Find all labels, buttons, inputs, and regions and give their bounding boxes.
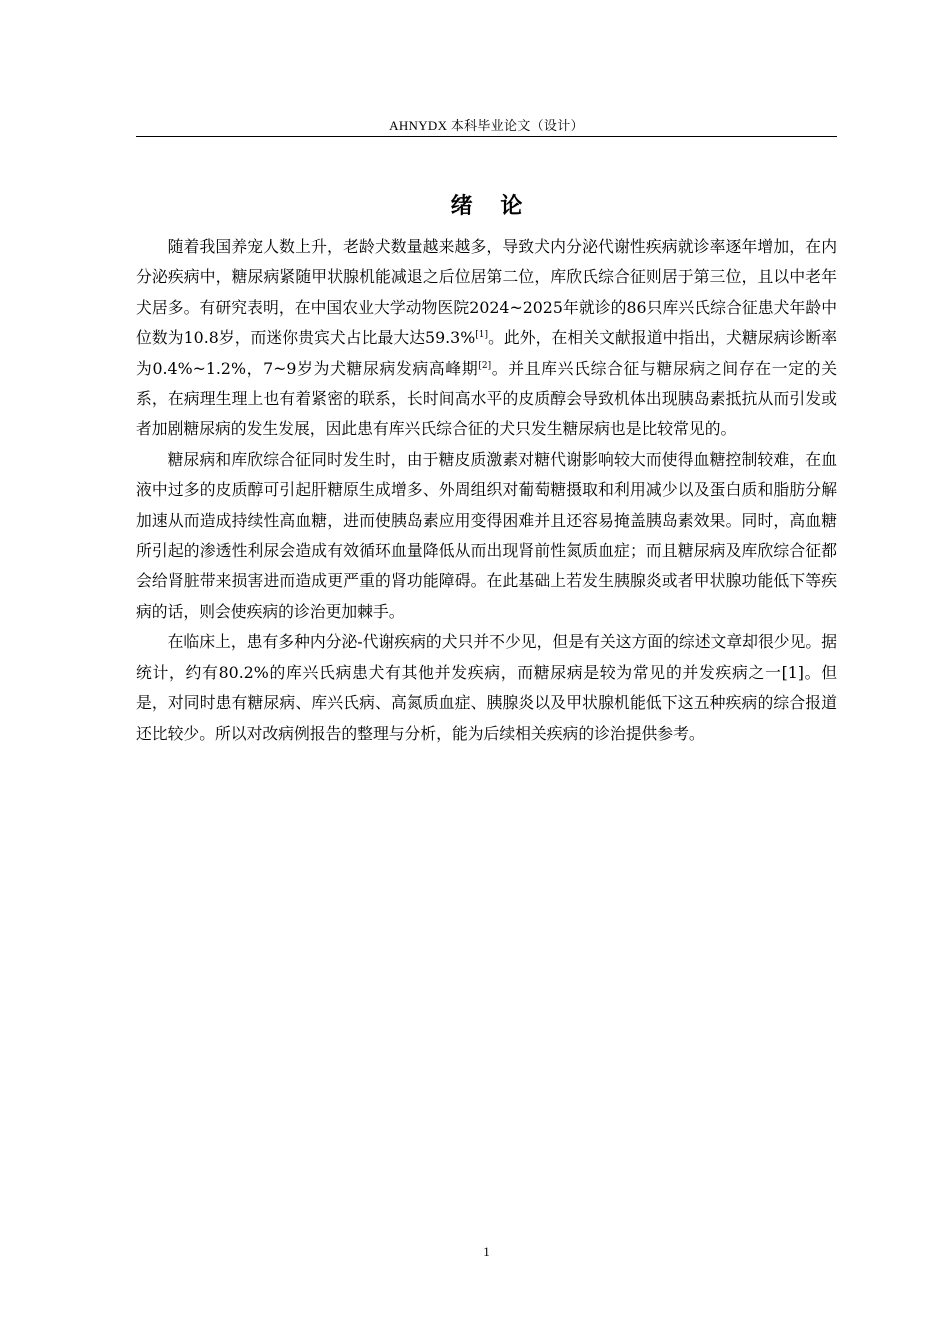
citation-ref-1[interactable]: [1] <box>475 330 488 341</box>
paragraph-1-part-b: 。此外，在相关文献报道中指出，犬糖尿病诊断率为0.4%~1.2%，7~9岁为犬糖尿病发病高峰期 <box>136 328 837 378</box>
header-rule <box>136 136 837 137</box>
paragraph-3: 在临床上，患有多种内分泌-代谢疾病的犬只并不少见，但是有关这方面的综述文章却很少见。据统计，约有80.2%的库兴氏病患犬有其他并发疾病，而糖尿病是较为常见的并发疾病之一[1]。但是，对同时患有糖尿病、库兴氏病、高氮质血症、胰腺炎以及甲状腺机能低下这五种疾病的综合报道还比较少。所以对改病例报告的整理与分析，能为后续相关疾病的诊治提供参考。 <box>136 632 837 743</box>
paragraph-2: 糖尿病和库欣综合征同时发生时，由于糖皮质激素对糖代谢影响较大而使得血糖控制较难，在血液中过多的皮质醇可引起肝糖原生成增多、外周组织对葡萄糖摄取和利用减少以及蛋白质和脂肪分解加速从而造成持续性高血糖，进而使胰岛素应用变得困难并且还容易掩盖胰岛素效果。同时，高血糖所引起的渗透性利尿会造成有效循环血量降低从而出现肾前性氮质血症；而且糖尿病及库欣综合征都会给肾脏带来损害进而造成更严重的肾功能障碍。在此基础上若发生胰腺炎或者甲状腺功能低下等疾病的话，则会使疾病的诊治更加棘手。 <box>136 449 837 621</box>
page-number: 1 <box>483 1244 490 1259</box>
paragraph-1 <box>136 232 837 445</box>
citation-ref-2[interactable]: [2] <box>478 360 492 371</box>
chapter-title: 绪 论 <box>450 194 533 219</box>
body-text <box>136 232 837 749</box>
running-header: AHNYDX 本科毕业论文（设计） <box>389 118 584 133</box>
paragraph-1-part-c: 。并且库兴氏综合征与糖尿病之间存在一定的关系，在病理生理上也有着紧密的联系，长时间高水平的皮质醇会导致机体出现胰岛素抵抗从而引发或者加剧糖尿病的发生发展，因此患有库兴氏综合征的犬只发生糖尿病也是比较常见的。 <box>136 358 837 439</box>
paragraph-1-part-a: 随着我国养宠人数上升，老龄犬数量越来越多，导致犬内分泌代谢性疾病就诊率逐年增加，在内分泌疾病中，糖尿病紧随甲状腺机能减退之后位居第二位，库欣氏综合征则居于第三位，且以中老年犬居多。有研究表明，在中国农业大学动物医院2024~2025年就诊的86只库兴氏综合征患犬年龄中位数为10.8岁，而迷你贵宾犬占比最大达59.3% <box>136 237 837 348</box>
